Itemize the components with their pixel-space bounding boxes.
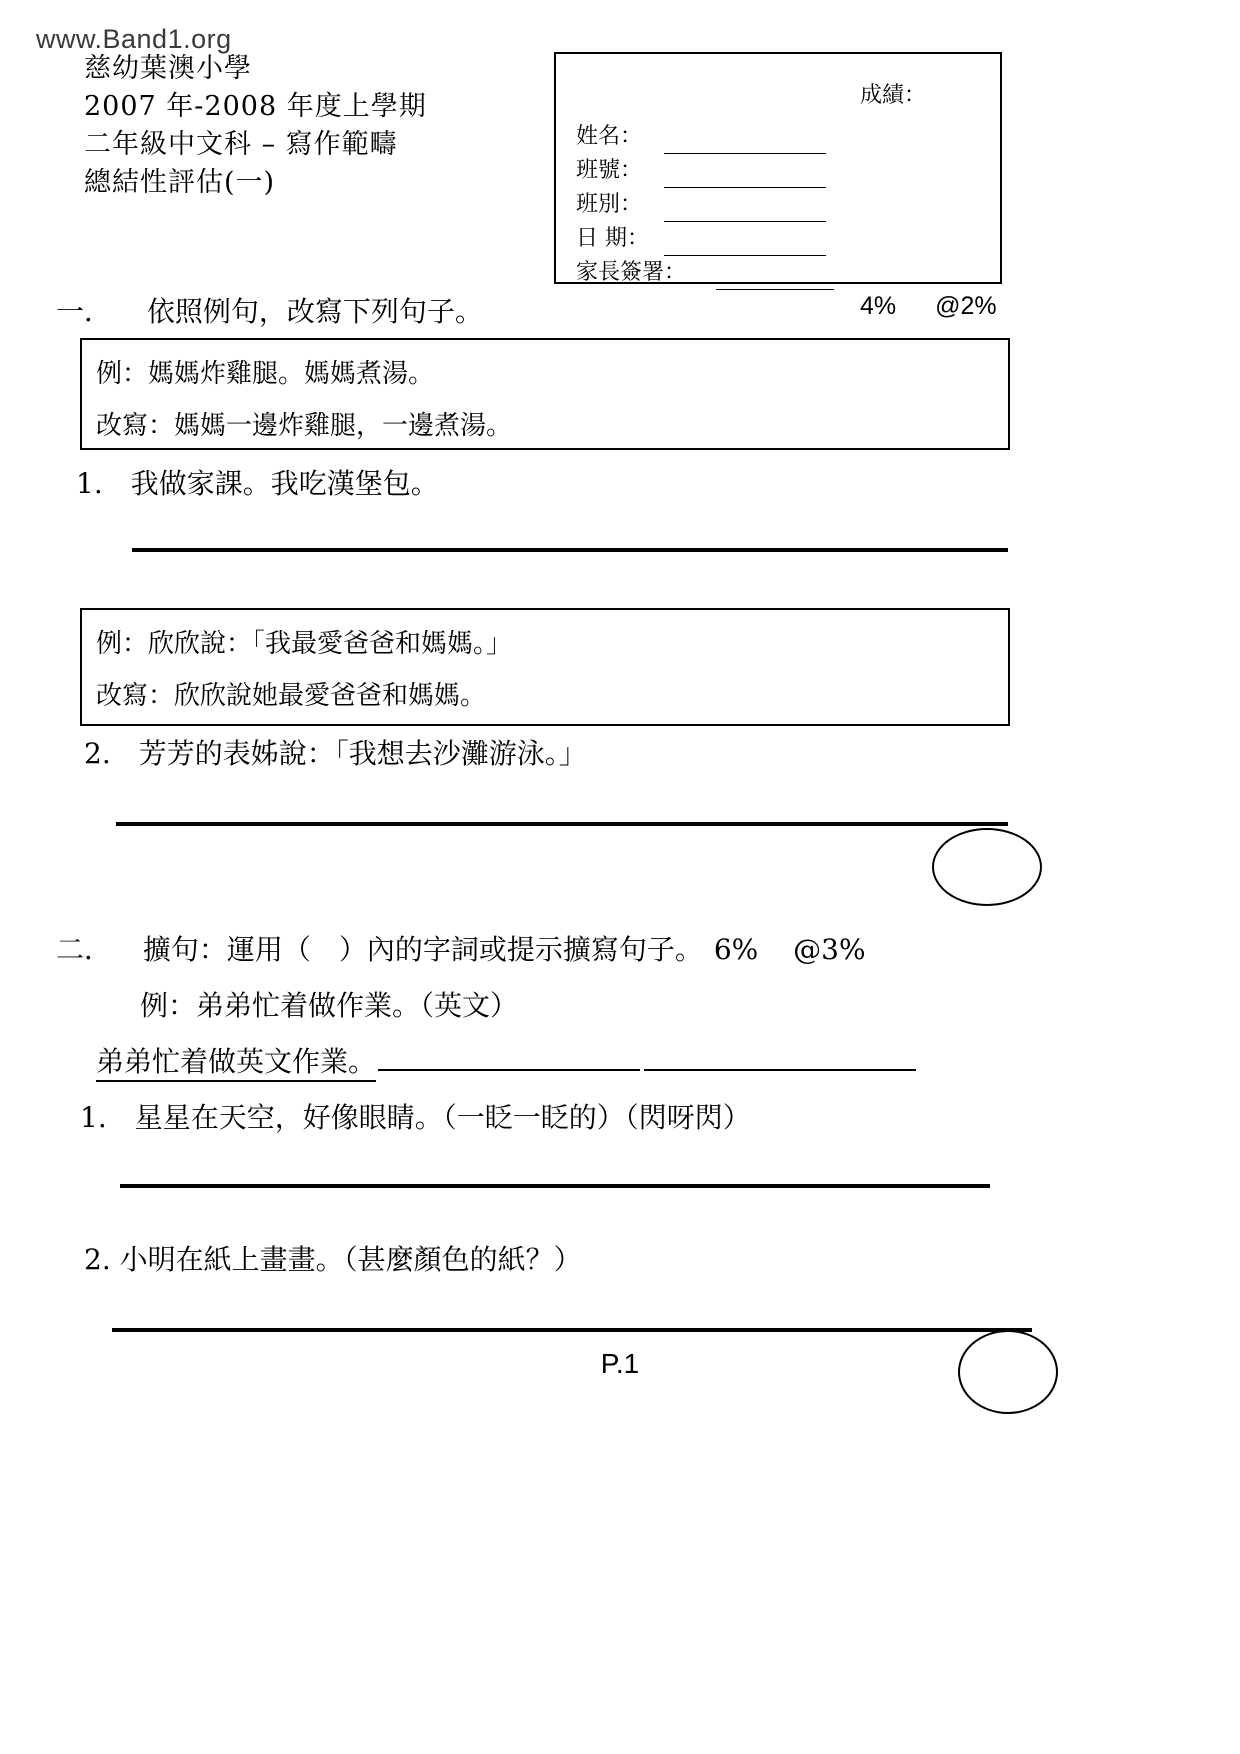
date-input-rule[interactable] [664, 235, 826, 256]
field-row-parent-signature[interactable] [576, 256, 834, 290]
class-label: 班別： [576, 192, 643, 217]
field-row-class-number[interactable] [576, 154, 834, 188]
section2-item-1-answer-line[interactable] [120, 1184, 990, 1188]
section1-item-2-answer-line[interactable] [116, 822, 1008, 826]
section1-item-2: 2. 芳芳的表姊說：「我想去沙灘游泳。」 [84, 737, 587, 770]
example1-rewrite: 改寫：媽媽一邊炸雞腿，一邊煮湯。 [96, 411, 513, 441]
section1-marks [860, 292, 997, 321]
name-label: 姓名： [576, 124, 643, 149]
section2-marks-each: @3% [793, 933, 866, 966]
subject-line: 二年級中文科 – 寫作範疇 [84, 129, 398, 160]
section1-title: 依照例句，改寫下列句子。 [146, 295, 483, 328]
section1-item-1: 1. 我做家課。我吃漢堡包。 [76, 467, 439, 500]
section2-example-answer: 弟弟忙着做英文作業。 [96, 1045, 376, 1082]
section2-example-answer-row [96, 1040, 916, 1080]
example1-original: 例：媽媽炸雞腿。媽媽煮湯。 [96, 359, 435, 389]
field-row-date[interactable] [576, 222, 834, 256]
field-row-class[interactable] [576, 188, 834, 222]
assessment-title: 總結性評估(一) [84, 167, 276, 198]
example2-original: 例：欣欣說：「我最愛爸爸和媽媽。」 [96, 629, 513, 659]
date-label: 日 期： [576, 226, 649, 251]
class-input-rule[interactable] [664, 201, 826, 222]
page-number: P.1 [600, 1348, 640, 1379]
section1-number: 一． [56, 295, 113, 328]
field-row-name[interactable] [576, 120, 834, 154]
score-label: 成績： [859, 83, 926, 108]
section2-example-blank-a[interactable] [378, 1043, 640, 1071]
class-number-input-rule[interactable] [664, 167, 826, 188]
marking-circle-1 [932, 828, 1042, 906]
header-block [84, 50, 427, 202]
class-number-label: 班號： [576, 158, 643, 183]
section1-heading [56, 290, 483, 330]
student-info-fields [576, 120, 834, 290]
section1-example-box-1 [80, 338, 1010, 450]
section2-item-1: 1. 星星在天空，好像眼睛。（一眨一眨的）（閃呀閃） [80, 1101, 751, 1134]
section1-item-1-answer-line[interactable] [132, 548, 1008, 552]
parent-signature-label: 家長簽署： [576, 260, 687, 285]
section1-example-box-2 [80, 608, 1010, 726]
parent-signature-input-rule[interactable] [716, 269, 834, 290]
school-year: 2007 年-2008 年度上學期 [84, 91, 427, 122]
section2-marks-total: 6% [713, 933, 759, 966]
section2-item-2-answer-line[interactable] [112, 1328, 1032, 1332]
section2-example-prompt: 例：弟弟忙着做作業。（英文） [140, 989, 519, 1022]
section2-example-blank-b[interactable] [644, 1043, 916, 1071]
section2-title: 擴句：運用（ ）內的字詞或提示擴寫句子。 [142, 933, 703, 966]
example2-rewrite: 改寫：欣欣說她最愛爸爸和媽媽。 [96, 681, 487, 711]
section2-number: 二． [56, 933, 113, 966]
site-watermark: www.Band1.org [36, 24, 232, 54]
section1-marks-total: 4% [860, 292, 897, 320]
section1-marks-each: @2% [935, 292, 997, 320]
section2-item-2: 2. 小明在紙上畫畫。（甚麼顏色的紙？） [84, 1243, 582, 1276]
section2-heading [56, 928, 866, 968]
student-info-box [554, 52, 1002, 284]
name-input-rule[interactable] [664, 133, 826, 154]
school-name: 慈幼葉澳小學 [84, 53, 252, 84]
